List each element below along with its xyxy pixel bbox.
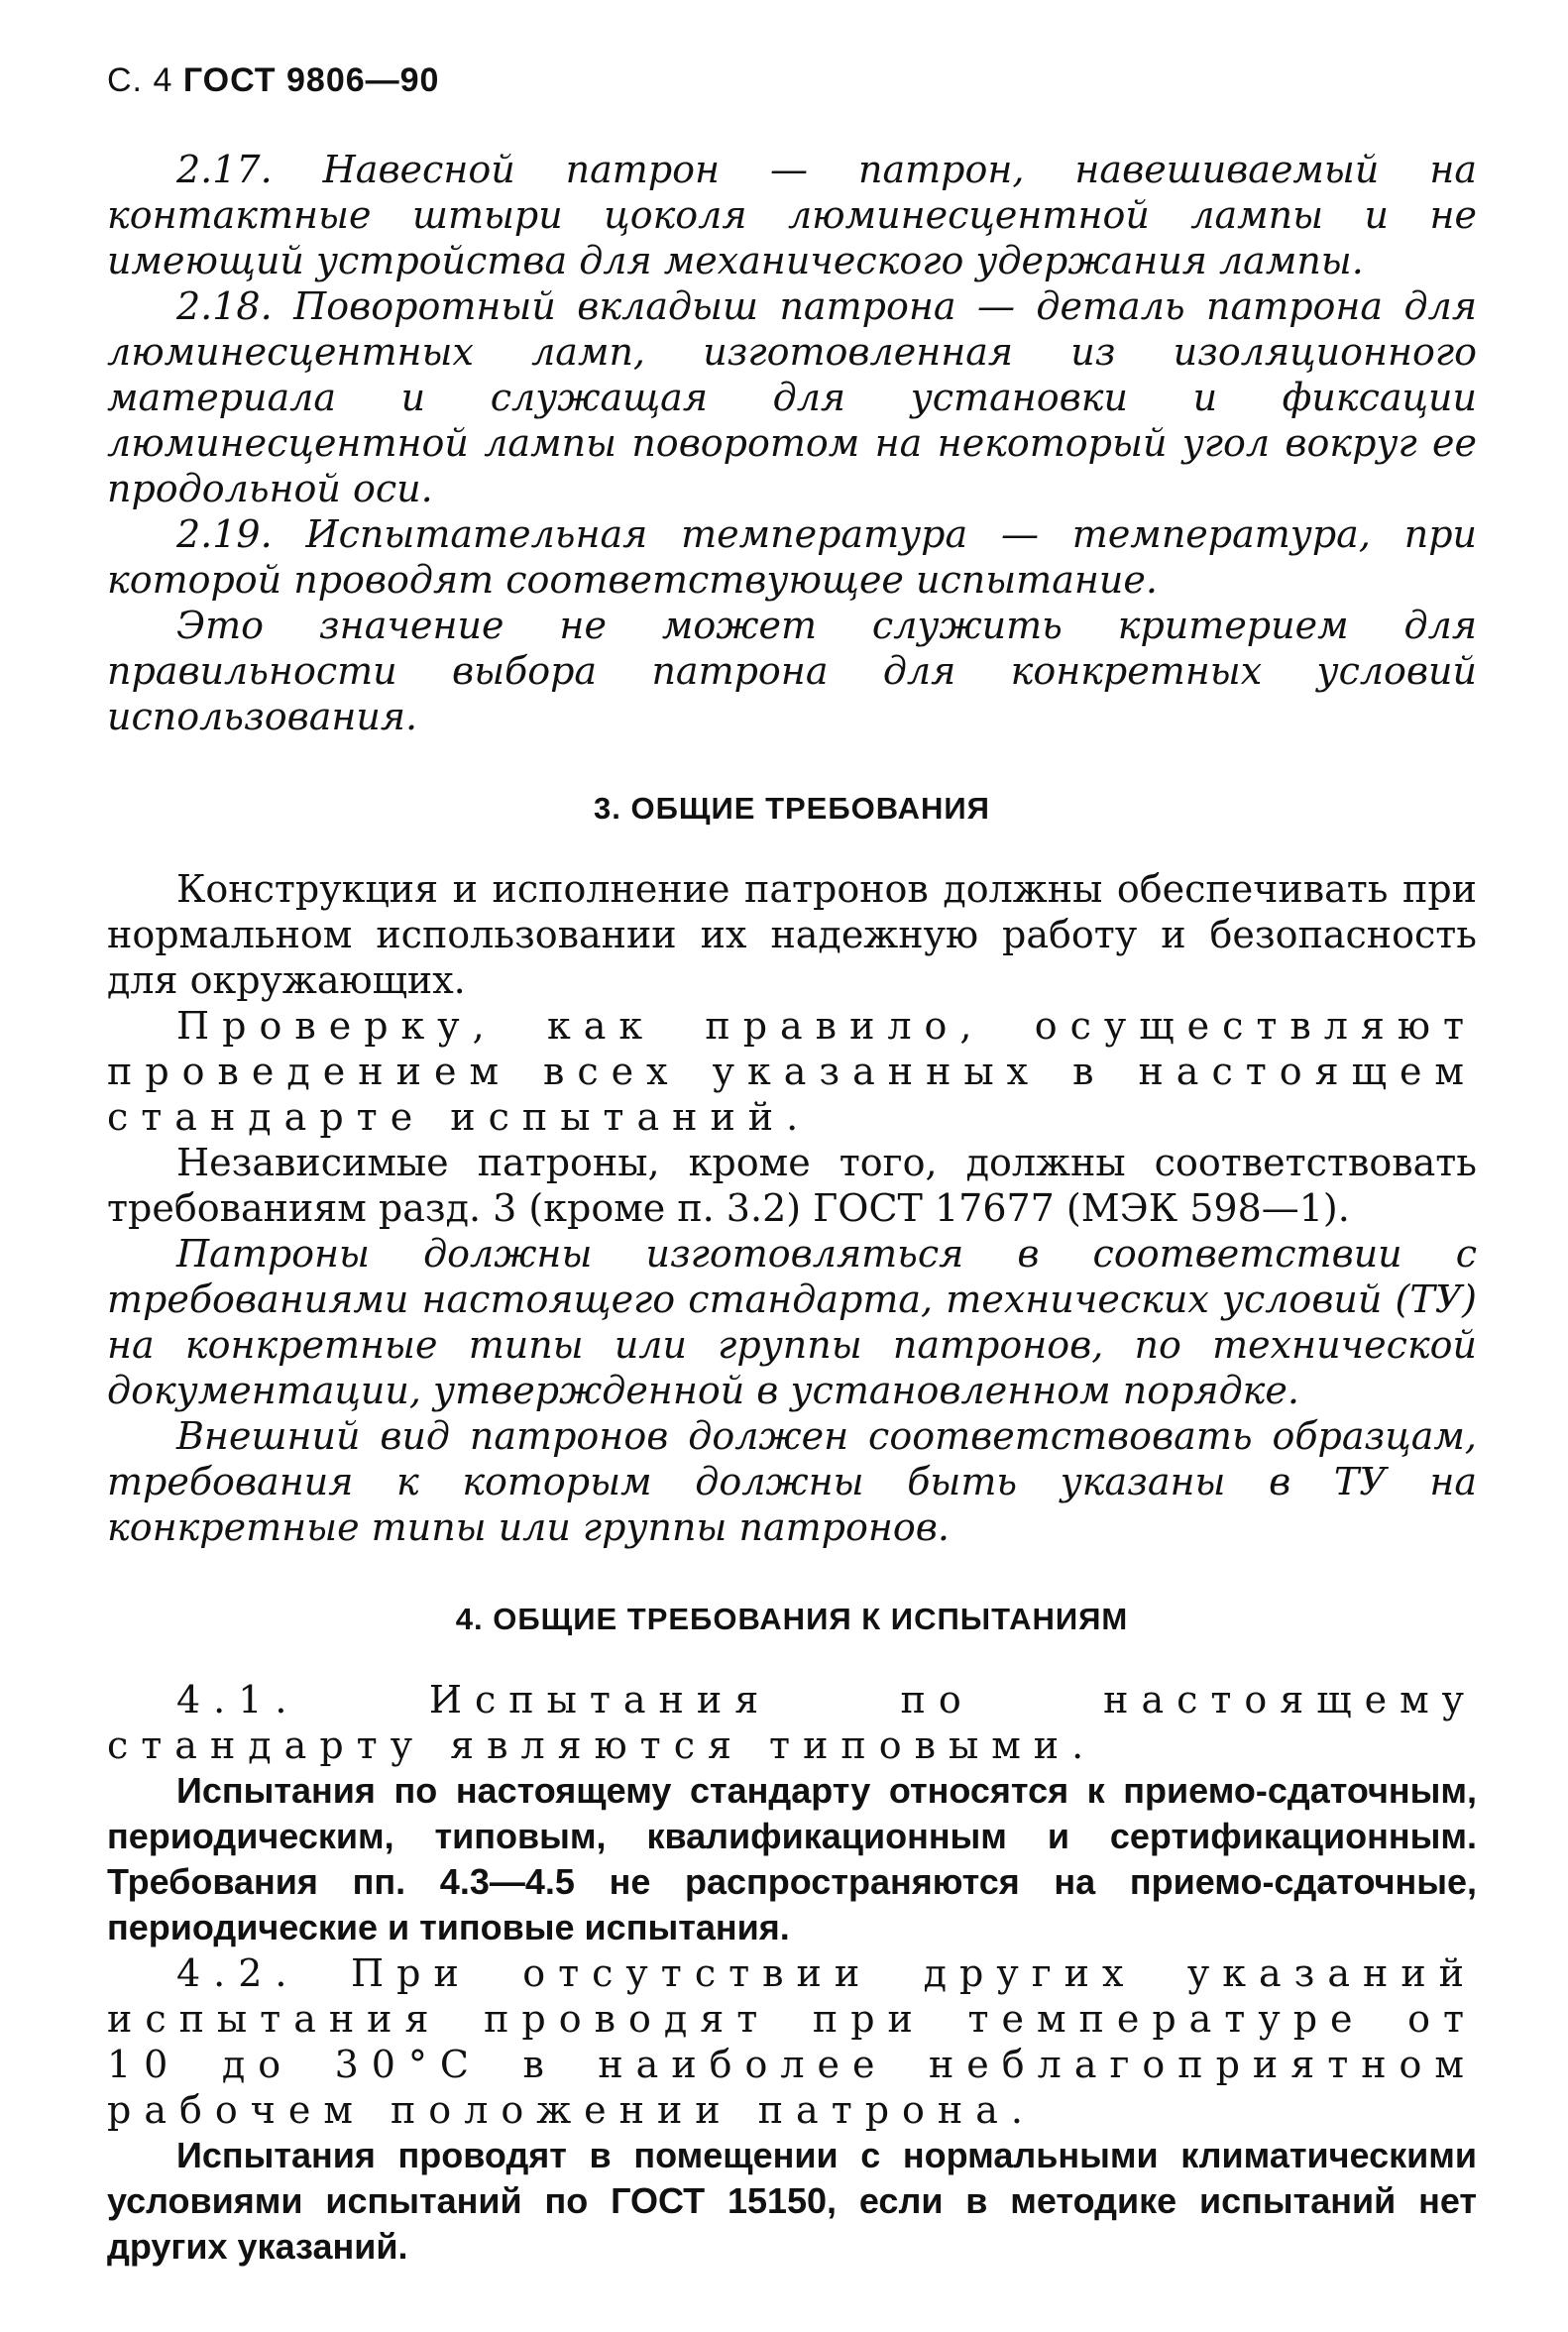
section-3-paragraph: Проверку, как правило, осуществляют проведением всех указанных в настоящем стандарте испытаний.: [107, 1004, 1477, 1139]
definition-2-18: 2.18. Поворотный вкладыш патрона — деталь патрона для люминесцентных ламп, изготовленная из изоляционного материала и служащая для установки и фиксации люминесцентной лампы поворотом на некоторый угол вокруг ее продольной оси.: [107, 284, 1477, 510]
clause-4-1: 4.1. Испытания по настоящему стандарту являются типовыми.: [107, 1678, 1477, 1767]
page-number: С. 4: [107, 61, 173, 99]
definition-2-17: 2.17. Навесной патрон — патрон, навешиваемый на контактные штыри цоколя люминесцентной лампы и не имеющий устройства для механического удержания лампы.: [107, 148, 1477, 282]
definition-2-19: 2.19. Испытательная температура — температура, при которой проводят соответствующее испытание.: [107, 512, 1477, 602]
section-3-paragraph: Независимые патроны, кроме того, должны соответствовать требованиям разд. 3 (кроме п. 3.2) ГОСТ 17677 (МЭК 598—1).: [107, 1141, 1477, 1230]
section-3-paragraph: Патроны должны изготовляться в соответствии с требованиями настоящего стандарта, технических условий (ТУ) на конкретные типы или группы патронов, по технической документации, утвержденной в установленном порядке.: [107, 1232, 1477, 1412]
page-header: [107, 61, 439, 100]
standard-number: ГОСТ 9806—90: [182, 61, 440, 99]
document-body: [107, 147, 1477, 2270]
section-3-title: 3. ОБЩИЕ ТРЕБОВАНИЯ: [594, 791, 990, 826]
section-3-paragraph: Конструкция и исполнение патронов должны обеспечивать при нормальном использовании их надежную работу и безопасность для окружающих.: [107, 867, 1477, 1002]
section-4-title: 4. ОБЩИЕ ТРЕБОВАНИЯ К ИСПЫТАНИЯМ: [455, 1602, 1129, 1636]
definition-2-19-note: Это значение не может служить критерием для правильности выбора патрона для конкретных условий использования.: [107, 604, 1477, 738]
section-3-paragraph: Внешний вид патронов должен соответствовать образцам, требования к которым должны быть указаны в ТУ на конкретные типы или группы патронов.: [107, 1414, 1477, 1549]
clause-4-1-amendment: Испытания по настоящему стандарту относятся к приемо-сдаточным, периодическим, типовым, квалификационным и сертификационным. Требования пп. 4.3—4.5 не распространяются на приемо-сдаточные, периодические и типовые испытания.: [107, 1770, 1477, 1947]
clause-4-2: 4.2. При отсутствии других указаний испытания проводят при температуре от 10 до 30°С в наиболее неблагоприятном рабочем положении патрона.: [107, 1951, 1477, 2132]
clause-4-2-amendment: Испытания проводят в помещении с нормальными климатическими условиями испытаний по ГОСТ 15150, если в методике испытаний нет других указаний.: [107, 2135, 1477, 2267]
